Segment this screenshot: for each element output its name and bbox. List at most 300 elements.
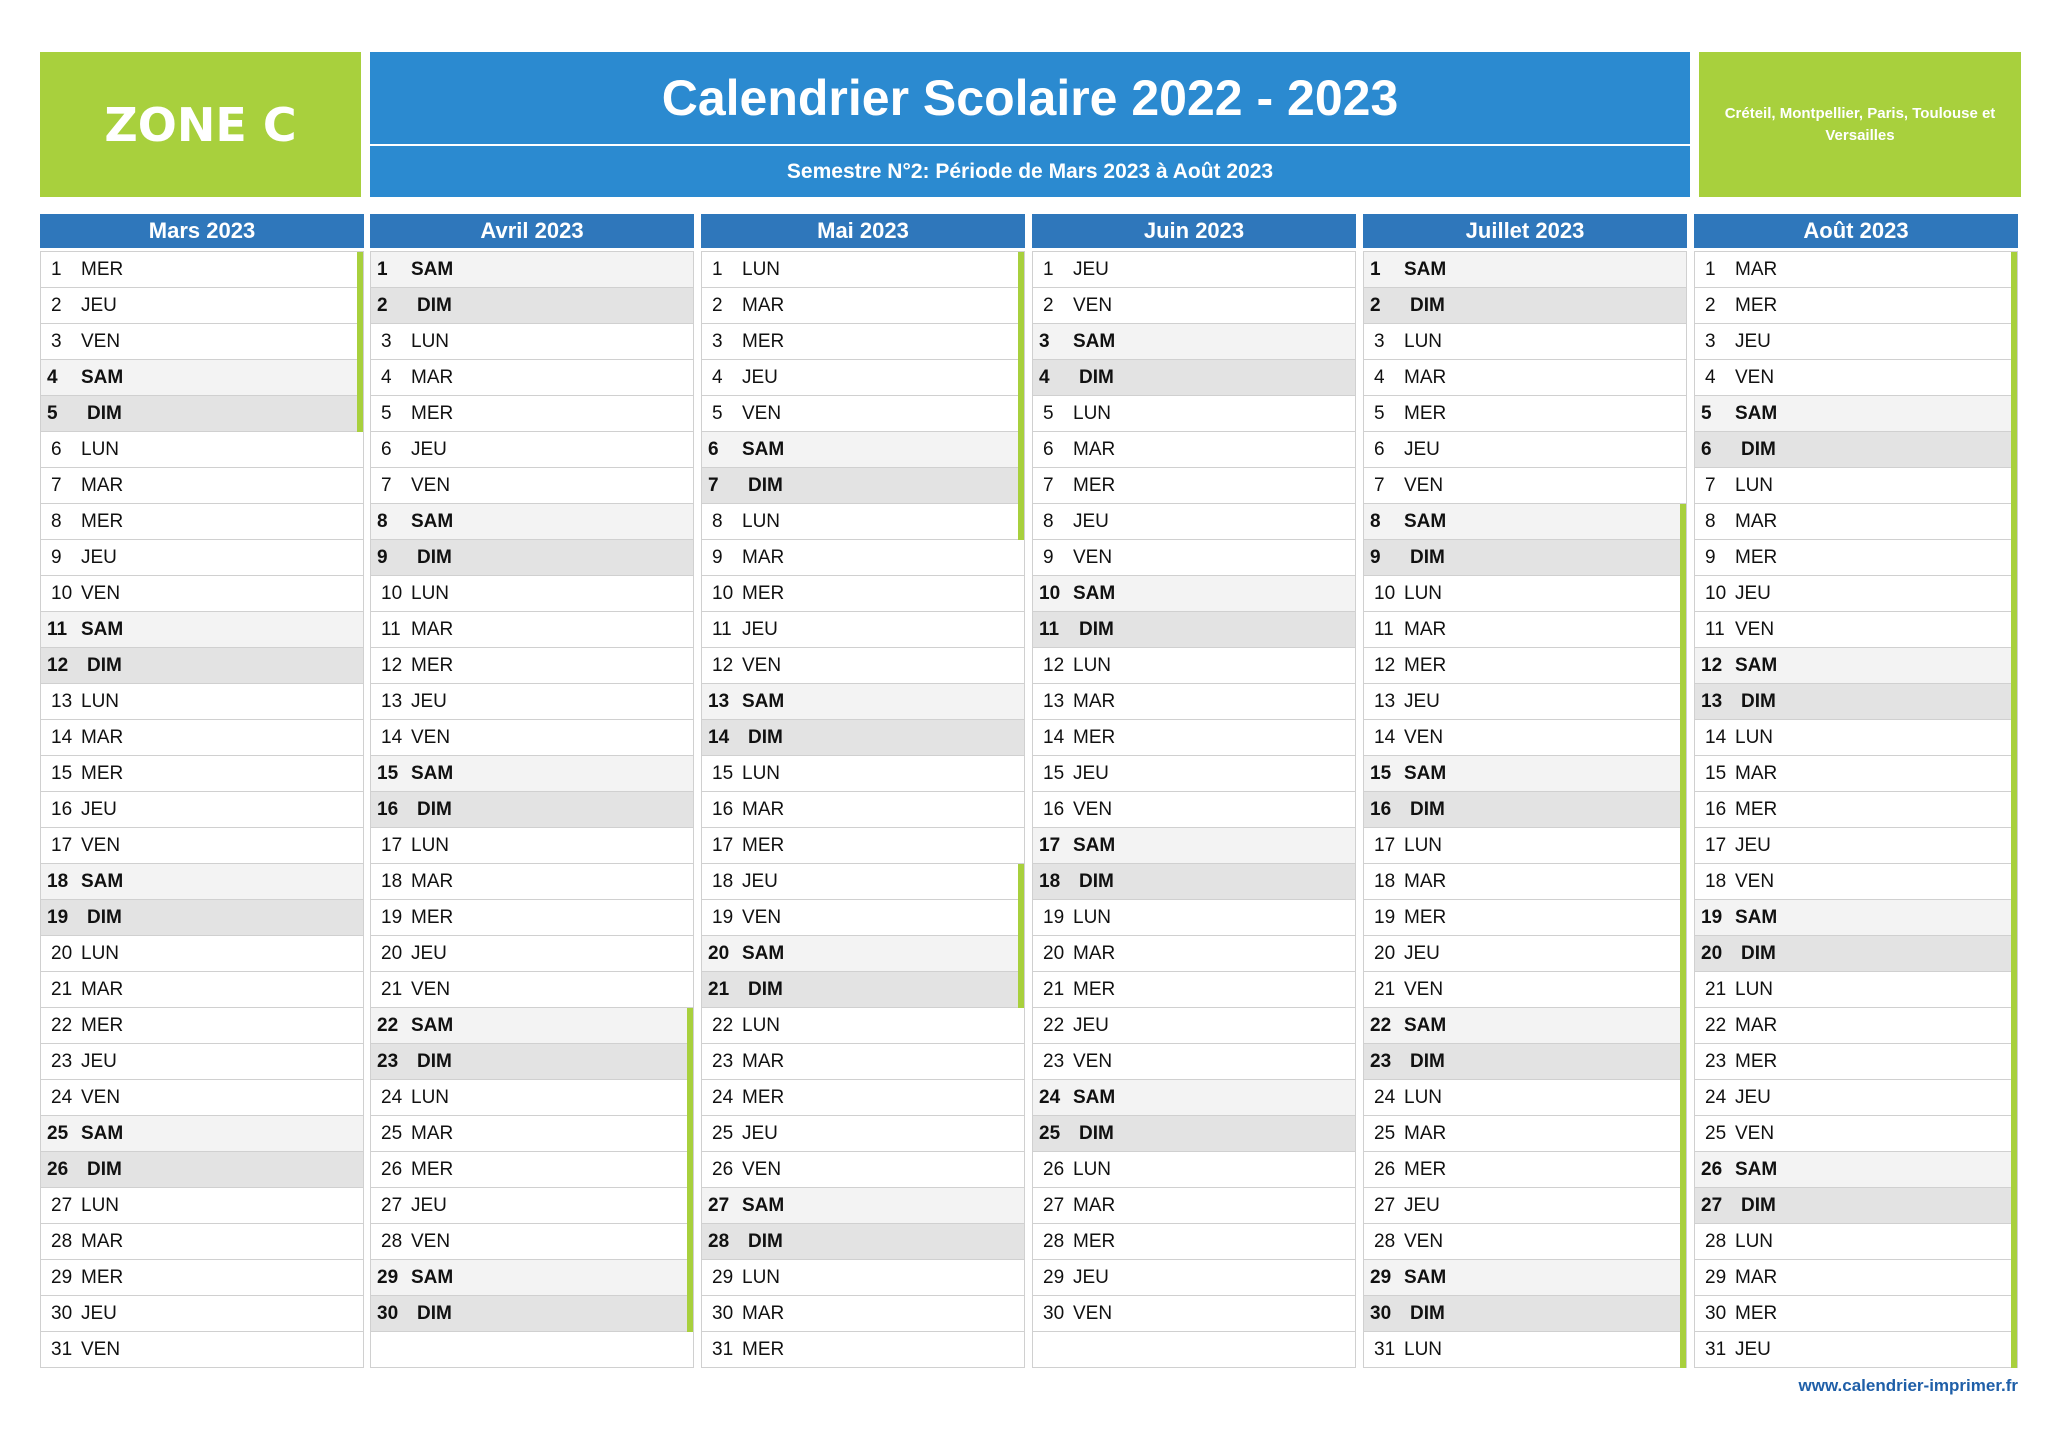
day-number: 12 bbox=[1374, 654, 1396, 676]
day-weekday: MER bbox=[411, 906, 454, 928]
day-weekday: LUN bbox=[1073, 906, 1112, 928]
day-weekday: SAM bbox=[1404, 1266, 1447, 1288]
day-number: 26 bbox=[381, 1158, 403, 1180]
day-weekday: MER bbox=[81, 510, 124, 532]
day-row bbox=[1694, 1116, 2018, 1152]
day-row bbox=[701, 1080, 1025, 1116]
day-row bbox=[370, 468, 694, 504]
day-number: 26 bbox=[47, 1158, 69, 1180]
day-row bbox=[701, 432, 1025, 468]
day-weekday: JEU bbox=[411, 1194, 447, 1216]
day-row bbox=[1363, 756, 1687, 792]
day-weekday: VEN bbox=[742, 402, 782, 424]
day-weekday: SAM bbox=[1735, 1158, 1778, 1180]
day-row bbox=[1363, 1188, 1687, 1224]
day-number: 6 bbox=[708, 438, 719, 460]
day-number: 21 bbox=[1374, 978, 1396, 1000]
day-weekday: MER bbox=[1404, 906, 1447, 928]
day-number: 3 bbox=[51, 330, 62, 352]
day-weekday: VEN bbox=[742, 906, 782, 928]
day-weekday: VEN bbox=[81, 582, 121, 604]
day-row bbox=[370, 540, 694, 576]
day-weekday: DIM bbox=[1741, 1194, 1776, 1216]
day-weekday: JEU bbox=[411, 438, 447, 460]
day-row bbox=[1032, 468, 1356, 504]
day-weekday: VEN bbox=[1073, 1050, 1113, 1072]
day-weekday: MER bbox=[742, 330, 785, 352]
day-number: 15 bbox=[1043, 762, 1065, 784]
day-weekday: MER bbox=[81, 258, 124, 280]
day-row bbox=[370, 864, 694, 900]
day-row bbox=[370, 1224, 694, 1260]
day-weekday: MAR bbox=[1735, 510, 1778, 532]
day-number: 24 bbox=[51, 1086, 73, 1108]
day-number: 3 bbox=[712, 330, 723, 352]
day-row bbox=[1032, 1260, 1356, 1296]
day-weekday: SAM bbox=[81, 1122, 124, 1144]
day-row bbox=[1032, 1044, 1356, 1080]
day-number: 16 bbox=[1043, 798, 1065, 820]
day-row bbox=[370, 288, 694, 324]
day-weekday: LUN bbox=[1404, 330, 1443, 352]
day-weekday: VEN bbox=[1735, 1122, 1775, 1144]
day-weekday: MER bbox=[81, 1266, 124, 1288]
day-number: 1 bbox=[51, 258, 62, 280]
day-row bbox=[701, 1116, 1025, 1152]
day-weekday: SAM bbox=[411, 1266, 454, 1288]
day-row bbox=[370, 936, 694, 972]
day-number: 30 bbox=[712, 1302, 734, 1324]
day-weekday: JEU bbox=[411, 690, 447, 712]
day-weekday: SAM bbox=[81, 366, 124, 388]
day-weekday: MER bbox=[742, 1338, 785, 1360]
day-weekday: VEN bbox=[81, 330, 121, 352]
day-number: 24 bbox=[1705, 1086, 1727, 1108]
day-number: 17 bbox=[1039, 834, 1061, 856]
day-row bbox=[40, 972, 364, 1008]
day-number: 19 bbox=[1701, 906, 1723, 928]
day-row bbox=[40, 756, 364, 792]
day-weekday: LUN bbox=[81, 1194, 120, 1216]
day-weekday: SAM bbox=[1073, 834, 1116, 856]
day-number: 15 bbox=[377, 762, 399, 784]
day-number: 4 bbox=[712, 366, 723, 388]
day-weekday: MER bbox=[742, 1086, 785, 1108]
day-number: 22 bbox=[1370, 1014, 1392, 1036]
month-header: Avril 2023 bbox=[370, 214, 694, 251]
day-row bbox=[40, 1332, 364, 1368]
day-weekday: VEN bbox=[411, 1230, 451, 1252]
day-weekday: SAM bbox=[411, 510, 454, 532]
day-weekday: MER bbox=[81, 1014, 124, 1036]
day-weekday: MAR bbox=[1735, 762, 1778, 784]
day-row bbox=[1032, 1332, 1356, 1368]
day-weekday: SAM bbox=[1073, 1086, 1116, 1108]
day-row bbox=[40, 1116, 364, 1152]
day-number: 7 bbox=[1705, 474, 1716, 496]
day-weekday: JEU bbox=[81, 294, 117, 316]
day-number: 12 bbox=[47, 654, 69, 676]
day-weekday: MER bbox=[742, 834, 785, 856]
day-weekday: VEN bbox=[81, 834, 121, 856]
day-number: 22 bbox=[1043, 1014, 1065, 1036]
day-number: 11 bbox=[1705, 618, 1725, 640]
day-weekday: LUN bbox=[411, 330, 450, 352]
day-row bbox=[1694, 900, 2018, 936]
day-number: 9 bbox=[1043, 546, 1054, 568]
day-number: 19 bbox=[47, 906, 69, 928]
day-row bbox=[1694, 720, 2018, 756]
day-number: 24 bbox=[712, 1086, 734, 1108]
day-weekday: DIM bbox=[1410, 546, 1445, 568]
day-row bbox=[1032, 648, 1356, 684]
day-row bbox=[1363, 1224, 1687, 1260]
day-number: 25 bbox=[1705, 1122, 1727, 1144]
day-number: 3 bbox=[381, 330, 392, 352]
day-weekday: MER bbox=[1404, 654, 1447, 676]
day-weekday: MAR bbox=[411, 870, 454, 892]
day-number: 7 bbox=[1043, 474, 1054, 496]
day-weekday: JEU bbox=[1073, 1014, 1109, 1036]
day-number: 22 bbox=[1705, 1014, 1727, 1036]
day-number: 1 bbox=[1043, 258, 1054, 280]
day-number: 8 bbox=[1370, 510, 1381, 532]
day-weekday: DIM bbox=[417, 798, 452, 820]
day-row bbox=[701, 612, 1025, 648]
day-weekday: DIM bbox=[748, 978, 783, 1000]
day-number: 6 bbox=[51, 438, 62, 460]
day-weekday: SAM bbox=[1404, 1014, 1447, 1036]
day-number: 25 bbox=[47, 1122, 69, 1144]
day-number: 16 bbox=[1370, 798, 1392, 820]
day-weekday: MAR bbox=[1735, 1266, 1778, 1288]
day-weekday: LUN bbox=[1404, 1086, 1443, 1108]
day-row bbox=[40, 360, 364, 396]
day-weekday: SAM bbox=[1073, 330, 1116, 352]
day-number: 25 bbox=[1374, 1122, 1396, 1144]
day-row bbox=[1032, 1152, 1356, 1188]
day-number: 4 bbox=[1374, 366, 1385, 388]
day-weekday: MER bbox=[1404, 1158, 1447, 1180]
day-weekday: SAM bbox=[1404, 258, 1447, 280]
day-weekday: JEU bbox=[1735, 1086, 1771, 1108]
day-row bbox=[701, 1260, 1025, 1296]
day-weekday: JEU bbox=[1404, 1194, 1440, 1216]
day-weekday: JEU bbox=[81, 546, 117, 568]
day-row bbox=[1363, 792, 1687, 828]
day-weekday: MAR bbox=[1073, 1194, 1116, 1216]
day-weekday: SAM bbox=[411, 1014, 454, 1036]
day-row bbox=[370, 1044, 694, 1080]
day-number: 21 bbox=[1043, 978, 1065, 1000]
day-row bbox=[40, 936, 364, 972]
day-weekday: MAR bbox=[411, 366, 454, 388]
day-number: 14 bbox=[381, 726, 403, 748]
day-weekday: MAR bbox=[742, 798, 785, 820]
day-number: 26 bbox=[1374, 1158, 1396, 1180]
day-row bbox=[40, 324, 364, 360]
day-row bbox=[370, 251, 694, 288]
day-row bbox=[1032, 684, 1356, 720]
day-row bbox=[701, 1188, 1025, 1224]
day-number: 10 bbox=[1705, 582, 1727, 604]
day-row bbox=[1694, 468, 2018, 504]
day-number: 1 bbox=[1370, 258, 1381, 280]
day-row bbox=[1363, 1152, 1687, 1188]
day-number: 28 bbox=[708, 1230, 730, 1252]
day-row bbox=[370, 576, 694, 612]
day-row bbox=[370, 1296, 694, 1332]
day-row bbox=[1694, 864, 2018, 900]
day-row bbox=[1032, 396, 1356, 432]
month-column bbox=[40, 214, 364, 1368]
day-number: 13 bbox=[381, 690, 403, 712]
day-number: 28 bbox=[51, 1230, 73, 1252]
day-number: 31 bbox=[712, 1338, 734, 1360]
day-row bbox=[701, 1332, 1025, 1368]
day-number: 30 bbox=[377, 1302, 399, 1324]
day-weekday: DIM bbox=[1410, 1050, 1445, 1072]
day-number: 4 bbox=[1039, 366, 1050, 388]
day-row bbox=[370, 1188, 694, 1224]
day-row bbox=[40, 432, 364, 468]
day-number: 7 bbox=[51, 474, 62, 496]
day-row bbox=[370, 1008, 694, 1044]
day-row bbox=[701, 648, 1025, 684]
day-weekday: VEN bbox=[411, 978, 451, 1000]
day-number: 25 bbox=[712, 1122, 734, 1144]
day-weekday: SAM bbox=[1404, 762, 1447, 784]
day-weekday: VEN bbox=[411, 474, 451, 496]
day-row bbox=[40, 1260, 364, 1296]
day-row bbox=[1032, 1116, 1356, 1152]
day-row bbox=[370, 504, 694, 540]
day-weekday: VEN bbox=[1404, 1230, 1444, 1252]
day-row bbox=[1694, 936, 2018, 972]
day-weekday: MAR bbox=[1073, 942, 1116, 964]
day-row bbox=[1363, 972, 1687, 1008]
day-number: 18 bbox=[1374, 870, 1396, 892]
day-weekday: LUN bbox=[1073, 402, 1112, 424]
day-row bbox=[1363, 612, 1687, 648]
day-number: 31 bbox=[51, 1338, 73, 1360]
day-weekday: VEN bbox=[411, 726, 451, 748]
day-row bbox=[701, 1044, 1025, 1080]
day-number: 2 bbox=[1043, 294, 1054, 316]
day-number: 18 bbox=[712, 870, 734, 892]
day-row bbox=[701, 972, 1025, 1008]
day-row bbox=[40, 468, 364, 504]
day-weekday: MAR bbox=[1735, 1014, 1778, 1036]
day-weekday: MER bbox=[1404, 402, 1447, 424]
day-number: 25 bbox=[381, 1122, 403, 1144]
day-row bbox=[701, 720, 1025, 756]
day-row bbox=[1363, 504, 1687, 540]
day-list bbox=[1694, 251, 2018, 1368]
day-number: 2 bbox=[377, 294, 388, 316]
day-row bbox=[40, 864, 364, 900]
day-row bbox=[40, 1044, 364, 1080]
day-row bbox=[1694, 684, 2018, 720]
day-weekday: MAR bbox=[1073, 438, 1116, 460]
day-weekday: MER bbox=[1073, 474, 1116, 496]
day-weekday: JEU bbox=[742, 1122, 778, 1144]
day-number: 12 bbox=[712, 654, 734, 676]
day-weekday: DIM bbox=[1410, 294, 1445, 316]
day-weekday: JEU bbox=[1404, 942, 1440, 964]
day-number: 8 bbox=[1043, 510, 1054, 532]
day-weekday: SAM bbox=[1404, 510, 1447, 532]
day-weekday: MER bbox=[1735, 798, 1778, 820]
day-number: 14 bbox=[1374, 726, 1396, 748]
day-number: 5 bbox=[1374, 402, 1385, 424]
day-row bbox=[1694, 1152, 2018, 1188]
day-number: 7 bbox=[708, 474, 719, 496]
day-number: 20 bbox=[1701, 942, 1723, 964]
day-row bbox=[1032, 720, 1356, 756]
day-row bbox=[1032, 540, 1356, 576]
day-weekday: SAM bbox=[742, 942, 785, 964]
day-row bbox=[40, 1188, 364, 1224]
day-number: 6 bbox=[381, 438, 392, 460]
day-row bbox=[1694, 792, 2018, 828]
day-number: 4 bbox=[381, 366, 392, 388]
day-row bbox=[370, 900, 694, 936]
day-number: 2 bbox=[1370, 294, 1381, 316]
day-weekday: MER bbox=[1735, 1302, 1778, 1324]
day-weekday: JEU bbox=[81, 798, 117, 820]
day-number: 17 bbox=[712, 834, 734, 856]
month-column bbox=[701, 214, 1025, 1368]
day-number: 14 bbox=[1043, 726, 1065, 748]
day-row bbox=[1032, 504, 1356, 540]
day-number: 9 bbox=[51, 546, 62, 568]
day-row bbox=[40, 828, 364, 864]
day-number: 9 bbox=[712, 546, 723, 568]
day-row bbox=[1694, 576, 2018, 612]
day-row bbox=[370, 828, 694, 864]
cities-label: Créteil, Montpellier, Paris, Toulouse et Versailles bbox=[1699, 52, 2021, 197]
day-weekday: LUN bbox=[1735, 726, 1774, 748]
day-row bbox=[701, 828, 1025, 864]
day-weekday: MAR bbox=[1404, 870, 1447, 892]
day-row bbox=[1694, 1188, 2018, 1224]
day-number: 24 bbox=[1039, 1086, 1061, 1108]
month-header: Mars 2023 bbox=[40, 214, 364, 251]
day-weekday: MER bbox=[1073, 978, 1116, 1000]
day-number: 20 bbox=[1374, 942, 1396, 964]
day-number: 28 bbox=[1374, 1230, 1396, 1252]
day-number: 1 bbox=[712, 258, 723, 280]
page-title: Calendrier Scolaire 2022 - 2023 bbox=[661, 70, 1399, 126]
day-weekday: LUN bbox=[742, 258, 781, 280]
day-number: 13 bbox=[51, 690, 73, 712]
day-row bbox=[701, 288, 1025, 324]
day-weekday: JEU bbox=[411, 942, 447, 964]
day-number: 2 bbox=[51, 294, 62, 316]
day-row bbox=[1363, 1260, 1687, 1296]
day-number: 20 bbox=[51, 942, 73, 964]
day-number: 9 bbox=[1370, 546, 1381, 568]
day-row bbox=[701, 1008, 1025, 1044]
day-weekday: VEN bbox=[1073, 294, 1113, 316]
day-weekday: DIM bbox=[1741, 942, 1776, 964]
day-weekday: MER bbox=[411, 1158, 454, 1180]
day-row bbox=[40, 1008, 364, 1044]
day-row bbox=[40, 792, 364, 828]
day-weekday: SAM bbox=[742, 438, 785, 460]
day-number: 1 bbox=[1705, 258, 1716, 280]
day-row bbox=[1032, 288, 1356, 324]
day-number: 27 bbox=[1043, 1194, 1065, 1216]
day-weekday: JEU bbox=[1073, 510, 1109, 532]
day-row bbox=[1694, 1080, 2018, 1116]
day-number: 5 bbox=[1043, 402, 1054, 424]
day-number: 9 bbox=[377, 546, 388, 568]
day-number: 28 bbox=[381, 1230, 403, 1252]
day-weekday: LUN bbox=[81, 438, 120, 460]
day-number: 11 bbox=[1039, 618, 1060, 640]
day-number: 23 bbox=[51, 1050, 73, 1072]
day-number: 8 bbox=[377, 510, 388, 532]
day-number: 19 bbox=[1043, 906, 1065, 928]
website-link[interactable]: www.calendrier-imprimer.fr bbox=[1798, 1376, 2018, 1395]
day-number: 22 bbox=[51, 1014, 73, 1036]
day-number: 29 bbox=[51, 1266, 73, 1288]
day-weekday: JEU bbox=[81, 1302, 117, 1324]
day-row bbox=[40, 648, 364, 684]
day-row bbox=[701, 792, 1025, 828]
day-row bbox=[370, 612, 694, 648]
day-weekday: MER bbox=[411, 654, 454, 676]
day-list bbox=[1363, 251, 1687, 1368]
day-weekday: LUN bbox=[1404, 1338, 1443, 1360]
day-number: 1 bbox=[377, 258, 388, 280]
day-weekday: MER bbox=[1073, 726, 1116, 748]
day-row bbox=[40, 684, 364, 720]
day-weekday: MAR bbox=[742, 294, 785, 316]
day-number: 16 bbox=[1705, 798, 1727, 820]
day-row bbox=[1032, 828, 1356, 864]
day-weekday: LUN bbox=[1735, 978, 1774, 1000]
month-column bbox=[1032, 214, 1356, 1368]
day-row bbox=[1363, 324, 1687, 360]
day-number: 17 bbox=[1374, 834, 1396, 856]
day-row bbox=[1694, 288, 2018, 324]
day-number: 14 bbox=[51, 726, 73, 748]
day-weekday: SAM bbox=[1735, 906, 1778, 928]
day-row bbox=[370, 1260, 694, 1296]
day-number: 15 bbox=[1370, 762, 1392, 784]
day-row bbox=[1694, 612, 2018, 648]
day-number: 18 bbox=[47, 870, 69, 892]
day-row bbox=[701, 900, 1025, 936]
day-number: 11 bbox=[1374, 618, 1394, 640]
day-row bbox=[1363, 900, 1687, 936]
day-weekday: MAR bbox=[81, 474, 124, 496]
day-row bbox=[1032, 1296, 1356, 1332]
day-number: 21 bbox=[708, 978, 730, 1000]
day-number: 13 bbox=[708, 690, 730, 712]
day-number: 10 bbox=[1374, 582, 1396, 604]
day-row bbox=[1363, 251, 1687, 288]
day-weekday: VEN bbox=[1073, 798, 1113, 820]
day-number: 11 bbox=[381, 618, 401, 640]
day-number: 6 bbox=[1374, 438, 1385, 460]
day-number: 15 bbox=[51, 762, 73, 784]
day-list bbox=[370, 251, 694, 1368]
day-weekday: DIM bbox=[748, 474, 783, 496]
